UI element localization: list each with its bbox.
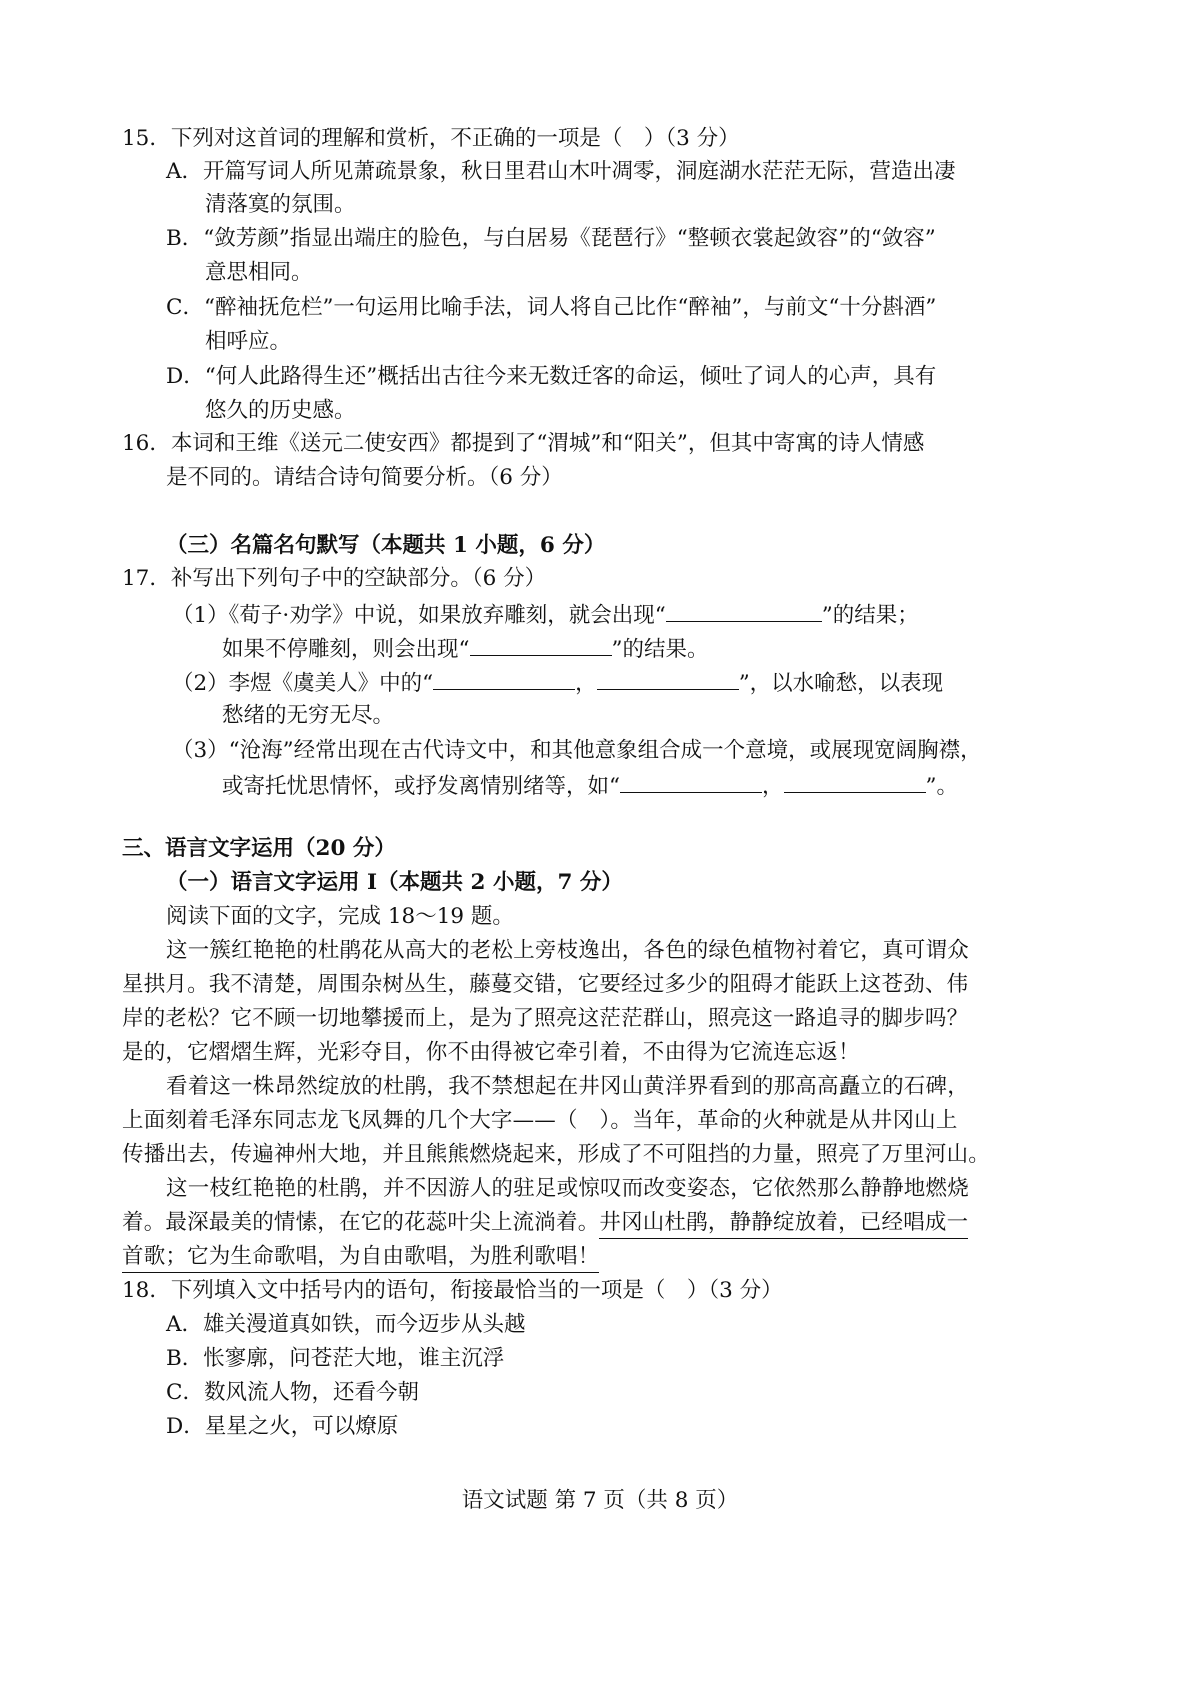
q17-item-3-cont: [222, 774, 958, 798]
q17-item-3: （3）“沧海”经常出现在古代诗文中，和其他意象组合成一个意境，或展现宽阔胸襟，: [172, 738, 982, 763]
section-title-language-use-1: （一）语言文字运用 I（本题共 2 小题，7 分）: [166, 870, 623, 895]
passage-p2-line1: 看着这一株昂然绽放的杜鹃，我不禁想起在井冈山黄洋界看到的那高高矗立的石碑，: [166, 1074, 969, 1099]
q17-item-2: [172, 671, 943, 695]
q17-1-text-a: （1）《荀子·劝学》中说，如果放弃雕刻，就会出现“: [172, 603, 666, 628]
q18-stem: 18．下列填入文中括号内的语句，衔接最恰当的一项是（ ）（3 分）: [122, 1278, 783, 1303]
q16-line-2: 是不同的。请结合诗句简要分析。（6 分）: [166, 465, 563, 490]
q17-2-text-c: ”，以水喻愁，以表现: [738, 671, 944, 696]
passage-p1-line2: 星拱月。我不清楚，周围杂树丛生，藤蔓交错，它要经过多少的阻碍才能跃上这苍劲、伟: [122, 972, 969, 997]
passage-p3-line2: [122, 1212, 968, 1234]
passage-p2-line3: 传播出去，传遍神州大地，并且熊熊燃烧起来，形成了不可阻挡的力量，照亮了万里河山。: [122, 1142, 991, 1167]
answer-blank[interactable]: [597, 671, 739, 690]
page-footer: 语文试题 第 7 页（共 8 页）: [461, 1488, 739, 1513]
q17-2-text-a: （2）李煜《虞美人》中的“: [172, 671, 434, 696]
q17-item-2-cont: 愁绪的无穷无尽。: [222, 703, 395, 728]
q18-option-c: C．数风流人物，还看今朝: [166, 1380, 419, 1405]
answer-blank[interactable]: [784, 774, 926, 793]
q17-item-1: [172, 603, 919, 627]
q18-option-d: D．星星之火，可以燎原: [166, 1414, 399, 1439]
q17-item-1-cont: [222, 637, 709, 661]
underlined-sentence-cont: 首歌；它为生命歌唱，为自由歌唱，为胜利歌唱！: [122, 1244, 599, 1273]
q15-option-c: C．“醉袖抚危栏”一句运用比喻手法，词人将自己比作“醉袖”，与前文“十分斟酒”: [166, 295, 937, 320]
q15-option-d: D．“何人此路得生还”概括出古往今来无数迁客的命运，倾吐了词人的心声，具有: [166, 364, 937, 389]
passage-p3-line3: [122, 1246, 599, 1268]
q16-line-1: 16．本词和王维《送元二使安西》都提到了“渭城”和“阳关”，但其中寄寓的诗人情感: [122, 431, 925, 456]
answer-blank[interactable]: [433, 671, 575, 690]
answer-blank[interactable]: [620, 774, 762, 793]
q17-3-text-d: ”。: [925, 774, 959, 799]
q15-option-b-cont: 意思相同。: [205, 260, 313, 285]
q18-option-a: A．雄关漫道真如铁，而今迈步从头越: [166, 1312, 526, 1337]
q15-option-a-cont: 清落寞的氛围。: [205, 192, 356, 217]
passage-p3-line1: 这一枝红艳艳的杜鹃，并不因游人的驻足或惊叹而改变姿态，它依然那么静静地燃烧: [166, 1176, 969, 1201]
passage-p2-line2: 上面刻着毛泽东同志龙飞凤舞的几个大字——（ ）。当年，革命的火种就是从井冈山上: [122, 1108, 958, 1133]
q15-option-d-cont: 悠久的历史感。: [205, 398, 356, 423]
passage-p3-text: 着。最深最美的情愫，在它的花蕊叶尖上流淌着。: [122, 1210, 600, 1235]
q17-1-text-b: ”的结果；: [821, 603, 919, 628]
q17-1-text-d: ”的结果。: [611, 637, 709, 662]
q17-stem: 17．补写出下列句子中的空缺部分。（6 分）: [122, 566, 547, 591]
q17-2-text-b: ，: [575, 671, 597, 696]
underlined-sentence: 井冈山杜鹃，静静绽放着，已经唱成一: [599, 1210, 968, 1239]
q15-option-a: A．开篇写词人所见萧疏景象，秋日里君山木叶凋零，洞庭湖水茫茫无际，营造出凄: [166, 159, 956, 184]
q17-3-text-b: 或寄托忧思情怀，或抒发离情别绪等，如“: [222, 774, 620, 799]
answer-blank[interactable]: [470, 637, 612, 656]
q15-stem: 15．下列对这首词的理解和赏析，不正确的一项是（ ）（3 分）: [122, 126, 740, 151]
passage-p1-line3: 岸的老松？它不顾一切地攀援而上，是为了照亮这茫茫群山，照亮这一路追寻的脚步吗？: [122, 1006, 969, 1031]
q15-option-b: B．“敛芳颜”指显出端庄的脸色，与白居易《琵琶行》“整顿衣裳起敛容”的“敛容”: [166, 226, 936, 251]
q15-option-c-cont: 相呼应。: [205, 329, 292, 354]
q18-option-b: B．怅寥廓，问苍茫大地，谁主沉浮: [166, 1346, 505, 1371]
part-heading-language-use: 三、语言文字运用（20 分）: [122, 836, 396, 861]
passage-p1-line4: 是的，它熠熠生辉，光彩夺目，你不由得被它牵引着，不由得为它流连忘返！: [122, 1040, 860, 1065]
answer-blank[interactable]: [666, 603, 822, 622]
q17-3-text-c: ，: [762, 774, 784, 799]
reading-instruction: 阅读下面的文字，完成 18～19 题。: [166, 904, 514, 929]
section-title-recitation: （三）名篇名句默写（本题共 1 小题，6 分）: [166, 533, 606, 558]
q17-1-text-c: 如果不停雕刻，则会出现“: [222, 637, 470, 662]
passage-p1-line1: 这一簇红艳艳的杜鹃花从高大的老松上旁枝逸出，各色的绿色植物衬着它，真可谓众: [166, 938, 969, 963]
